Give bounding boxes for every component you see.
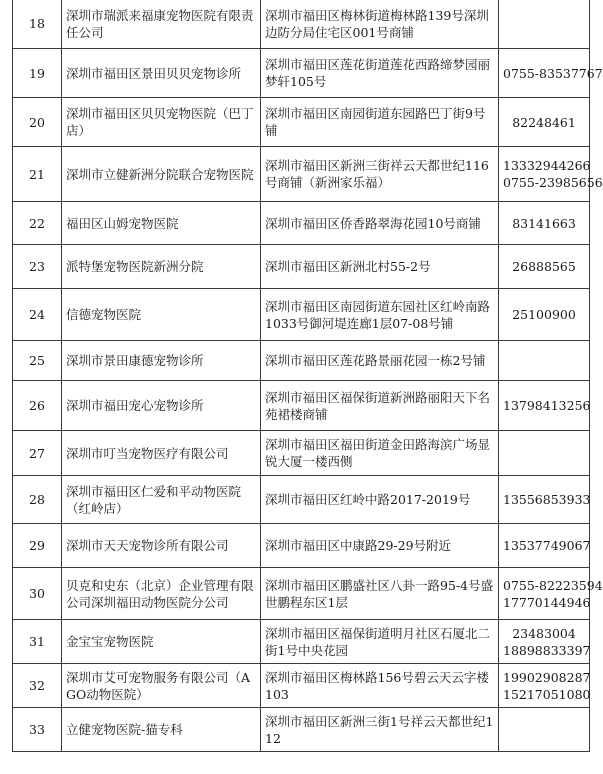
- hospital-address: 深圳市福田区梅林街道梅林路139号深圳边防分局住宅区001号商铺: [261, 0, 499, 49]
- hospital-address: 深圳市福田区南园街道东园路巴丁街9号铺: [261, 98, 499, 147]
- hospital-address: 深圳市福田区新洲三街祥云天都世纪116号商铺（新洲家乐福）: [261, 147, 499, 202]
- table-row: [13, 381, 590, 431]
- hospital-address: 深圳市福田区中康路29-29号附近: [261, 524, 499, 568]
- table-row: [13, 476, 590, 524]
- hospital-phone: [499, 568, 603, 620]
- hospital-name: 深圳市瑞派来福康宠物医院有限责任公司: [62, 0, 261, 49]
- hospital-name: 深圳市景田康德宠物诊所: [62, 341, 261, 381]
- hospital-address: 深圳市福田区福保街道新洲路丽阳天下名苑裙楼商铺: [261, 381, 499, 431]
- hospital-name: 深圳市福田区贝贝宠物医院（巴丁店）: [62, 98, 261, 147]
- hospital-name: 金宝宝宠物医院: [62, 620, 261, 664]
- hospital-name: 深圳市天天宠物诊所有限公司: [62, 524, 261, 568]
- table-row: [13, 202, 590, 245]
- hospital-phone: [499, 341, 590, 381]
- hospital-address: 深圳市福田区红岭中路2017-2019号: [261, 476, 499, 524]
- table-row: [13, 289, 590, 341]
- phone-number: 0755-83537767: [503, 65, 603, 81]
- hospital-phone: [499, 381, 590, 431]
- phone-number: 13332944266: [503, 158, 591, 173]
- hospital-name: 立健宠物医院-猫专科: [62, 708, 261, 752]
- phone-number: 25100900: [512, 307, 576, 322]
- hospital-address: 深圳市福田区新洲三街1号祥云天都世纪112: [261, 708, 499, 752]
- hospital-phone: [499, 476, 590, 524]
- phone-number: 19902908287: [503, 669, 591, 685]
- hospital-phone: [499, 49, 603, 98]
- phone-number: 13537749067: [503, 538, 591, 553]
- hospital-phone: [499, 0, 590, 49]
- hospital-address: 深圳市福田区福保街道明月社区石厦北二街1号中央花园: [261, 620, 499, 664]
- hospital-address: 深圳市福田区莲花路景丽花园一栋2号铺: [261, 341, 499, 381]
- hospital-address: 深圳市福田区侨香路翠海花园10号商铺: [261, 202, 499, 245]
- row-number: 28: [13, 476, 62, 524]
- hospital-address: 深圳市福田区莲花街道莲花西路缔梦园丽梦轩105号: [261, 49, 499, 98]
- phone-number: 82248461: [512, 114, 576, 130]
- row-number: 23: [13, 245, 62, 289]
- table-row: [13, 341, 590, 381]
- hospital-name: 深圳市艾可宠物服务有限公司（AGO动物医院）: [62, 664, 261, 708]
- row-number: 18: [13, 0, 62, 49]
- hospital-name: 贝克和史东（北京）企业管理有限公司深圳福田动物医院分公司: [62, 568, 261, 620]
- phone-number: 18898833397: [503, 642, 591, 658]
- hospital-phone: [499, 620, 590, 664]
- hospital-address: 深圳市福田区梅林路156号碧云天云字楼103: [261, 664, 499, 708]
- hospital-address: 深圳市福田区鹏盛社区八卦一路95-4号盛世鹏程东区1层: [261, 568, 499, 620]
- table-row: [13, 664, 590, 708]
- table-row: [13, 568, 590, 620]
- phone-number: 26888565: [512, 259, 576, 274]
- hospital-name: 深圳市叮当宠物医疗有限公司: [62, 431, 261, 476]
- row-number: 29: [13, 524, 62, 568]
- table-row: [13, 245, 590, 289]
- hospital-name: 深圳市福田宠心宠物诊所: [62, 381, 261, 431]
- table-row: [13, 0, 590, 49]
- hospital-phone: [499, 524, 590, 568]
- table-row: [13, 431, 590, 476]
- row-number: 21: [13, 147, 62, 202]
- row-number: 26: [13, 381, 62, 431]
- phone-number: 0755-82223594: [503, 577, 603, 593]
- hospital-phone: [499, 431, 590, 476]
- phone-number: 17770144946: [503, 594, 591, 610]
- hospital-address: 深圳市福田区福田街道金田路海滨广场显锐大厦一楼西侧: [261, 431, 499, 476]
- hospital-phone: [499, 245, 590, 289]
- hospital-name: 福田区山姆宠物医院: [62, 202, 261, 245]
- row-number: 30: [13, 568, 62, 620]
- table-body: [13, 0, 603, 752]
- hospital-address: 深圳市福田区南园街道东园社区红岭南路1033号御河堤连廊1层07-08号铺: [261, 289, 499, 341]
- hospital-phone: [499, 664, 590, 708]
- hospital-name: 信德宠物医院: [62, 289, 261, 341]
- table-row: [13, 708, 590, 752]
- row-number: 32: [13, 664, 62, 708]
- table-row: [13, 147, 590, 202]
- hospital-phone: [499, 289, 590, 341]
- row-number: 19: [13, 49, 62, 98]
- row-number: 25: [13, 341, 62, 381]
- table-row: [13, 98, 590, 147]
- hospital-name: 深圳市福田区仁爱和平动物医院（红岭店）: [62, 476, 261, 524]
- phone-number: 13798413256: [503, 398, 591, 413]
- hospital-name: 深圳市立健新洲分院联合宠物医院: [62, 147, 261, 202]
- phone-number: 15217051080: [503, 686, 591, 702]
- row-number: 33: [13, 708, 62, 752]
- row-number: 27: [13, 431, 62, 476]
- hospital-name: 深圳市福田区景田贝贝宠物诊所: [62, 49, 261, 98]
- row-number: 24: [13, 289, 62, 341]
- pet-hospital-table: [12, 0, 603, 752]
- table-row: [13, 620, 590, 664]
- phone-number: 13556853933: [503, 492, 591, 507]
- hospital-phone: [499, 98, 590, 147]
- hospital-phone: [499, 202, 590, 245]
- phone-number: 23483004: [512, 625, 576, 641]
- table-row: [13, 524, 590, 568]
- hospital-phone: [499, 147, 603, 202]
- row-number: 22: [13, 202, 62, 245]
- hospital-phone: [499, 708, 590, 752]
- table-row: [13, 49, 590, 98]
- hospital-address: 深圳市福田区新洲北村55-2号: [261, 245, 499, 289]
- phone-number: 83141663: [512, 215, 576, 231]
- row-number: 31: [13, 620, 62, 664]
- phone-number: 0755-23985656: [503, 175, 603, 190]
- row-number: 20: [13, 98, 62, 147]
- hospital-name: 派特堡宠物医院新洲分院: [62, 245, 261, 289]
